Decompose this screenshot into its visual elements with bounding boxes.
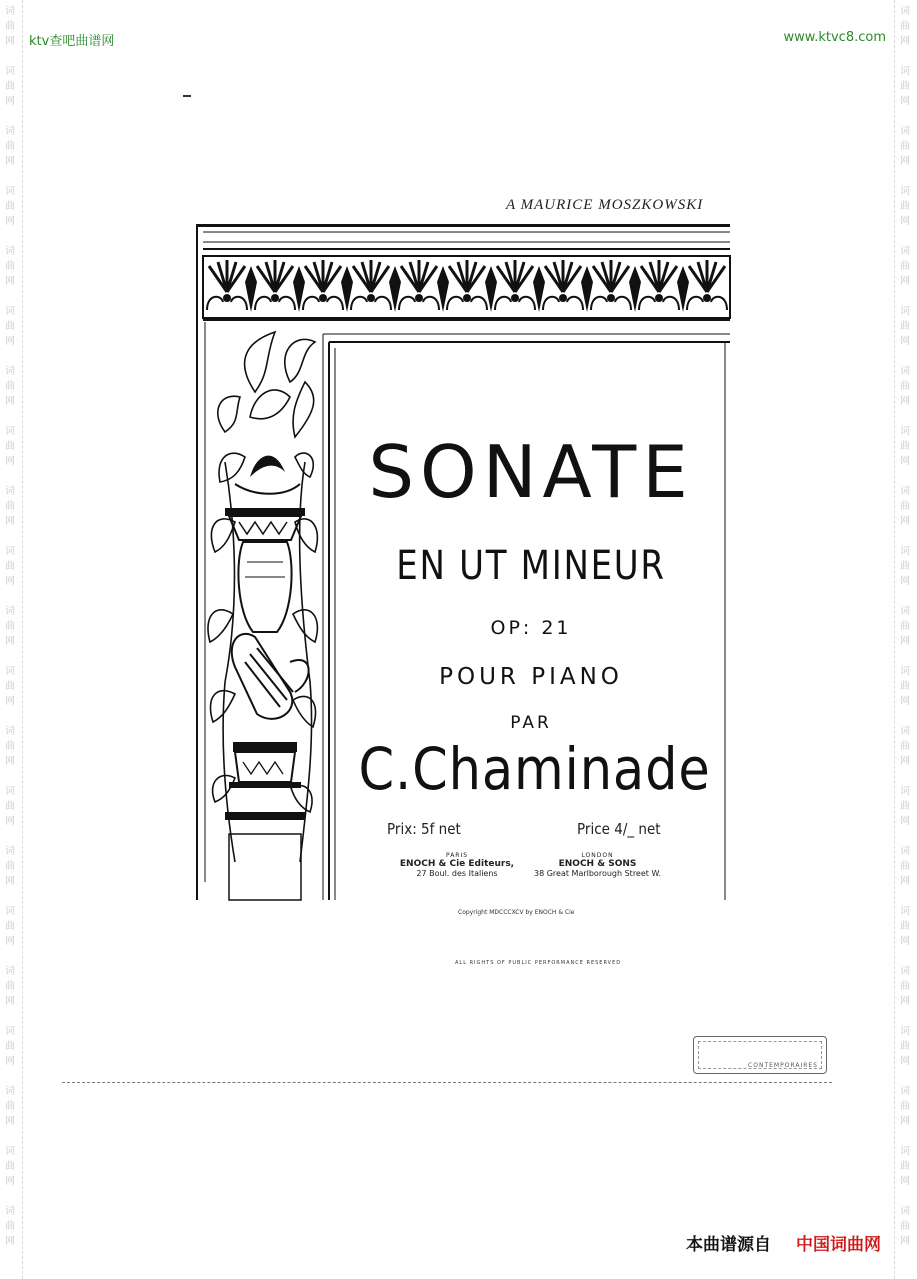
watermark-char: 曲: [900, 21, 910, 32]
publisher-city: PARIS: [445, 852, 469, 859]
vase-shape: [238, 542, 291, 632]
watermark-char: 网: [900, 816, 910, 827]
watermark-char: 曲: [5, 801, 15, 812]
watermark-char: 词: [5, 366, 15, 377]
watermark-char: 网: [900, 336, 910, 347]
watermark-char: 词: [900, 966, 910, 977]
watermark-char: 网: [5, 1056, 15, 1067]
watermark-char: 词: [900, 726, 910, 737]
watermark-char: 词: [5, 126, 15, 137]
watermark-char: 曲: [900, 201, 910, 212]
watermark-char: 词: [5, 1086, 15, 1097]
watermark-char: 曲: [900, 501, 910, 512]
watermark-char: 词: [5, 966, 15, 977]
publisher-address: 27 Boul. des Italiens: [416, 869, 498, 878]
watermark-char: 网: [900, 456, 910, 467]
watermark-char: 曲: [900, 261, 910, 272]
watermark-char: 词: [5, 666, 15, 677]
watermark-char: 网: [900, 96, 910, 107]
watermark-char: 词: [900, 186, 910, 197]
watermark-char: 网: [5, 936, 15, 947]
watermark-char: 曲: [5, 741, 15, 752]
watermark-char: 词: [900, 1206, 910, 1217]
watermark-char: 网: [900, 1176, 910, 1187]
watermark-char: 网: [900, 516, 910, 527]
watermark-char: 网: [5, 696, 15, 707]
watermark-char: 曲: [900, 81, 910, 92]
watermark-char: 曲: [5, 21, 15, 32]
left-watermark-strip: [0, 0, 23, 1279]
pedestal: [235, 752, 295, 782]
watermark-char: 网: [5, 216, 15, 227]
watermark-char: 网: [5, 996, 15, 1007]
watermark-char: 词: [5, 846, 15, 857]
watermark-char: 网: [900, 156, 910, 167]
work-key: EN UT MINEUR: [396, 543, 666, 589]
watermark-char: 曲: [900, 801, 910, 812]
watermark-char: 曲: [900, 741, 910, 752]
work-title: SONATE: [368, 430, 694, 514]
watermark-char: 曲: [900, 981, 910, 992]
price-francs: Prix: 5f net: [387, 820, 461, 838]
watermark-char: 词: [900, 786, 910, 797]
watermark-char: 词: [5, 6, 15, 17]
watermark-char: 网: [900, 876, 910, 887]
watermark-char: 曲: [900, 1221, 910, 1232]
watermark-char: 曲: [5, 861, 15, 872]
library-stamp: [693, 1036, 827, 1074]
watermark-char: 网: [5, 96, 15, 107]
watermark-char: 网: [5, 456, 15, 467]
watermark-char: 网: [900, 636, 910, 647]
watermark-char: 网: [900, 696, 910, 707]
watermark-char: 词: [5, 306, 15, 317]
watermark-char: 词: [900, 366, 910, 377]
watermark-char: 词: [5, 66, 15, 77]
watermark-char: 词: [900, 6, 910, 17]
watermark-char: 曲: [900, 1161, 910, 1172]
watermark-char: 曲: [900, 561, 910, 572]
watermark-char: 词: [900, 486, 910, 497]
watermark-char: 曲: [900, 681, 910, 692]
watermark-char: 词: [900, 246, 910, 257]
watermark-char: 曲: [5, 381, 15, 392]
lyre-ornament: [232, 634, 309, 719]
watermark-char: 网: [900, 396, 910, 407]
watermark-char: 词: [900, 666, 910, 677]
watermark-char: 词: [900, 306, 910, 317]
watermark-char: 曲: [5, 1221, 15, 1232]
by-label: PAR: [510, 713, 552, 733]
watermark-char: 曲: [5, 141, 15, 152]
watermark-char: 网: [900, 996, 910, 1007]
watermark-char: 网: [5, 276, 15, 287]
watermark-char: 词: [900, 66, 910, 77]
flame-shape: [250, 456, 285, 477]
header-site-name[interactable]: ktv查吧曲谱网: [29, 34, 115, 49]
publisher-paris: [392, 852, 522, 878]
watermark-char: 曲: [5, 1041, 15, 1052]
watermark-char: 词: [5, 786, 15, 797]
watermark-char: 词: [900, 126, 910, 137]
watermark-char: 网: [5, 636, 15, 647]
watermark-char: 曲: [5, 81, 15, 92]
watermark-char: 网: [5, 396, 15, 407]
watermark-char: 词: [900, 1146, 910, 1157]
watermark-char: 词: [900, 606, 910, 617]
watermark-char: 曲: [900, 381, 910, 392]
watermark-char: 网: [5, 1116, 15, 1127]
watermark-char: 曲: [5, 981, 15, 992]
ink-mark: [183, 95, 191, 97]
watermark-char: 曲: [900, 621, 910, 632]
watermark-char: 词: [900, 906, 910, 917]
dedication: A MAURICE MOSZKOWSKI: [506, 197, 704, 213]
watermark-char: 网: [5, 576, 15, 587]
watermark-char: 词: [5, 906, 15, 917]
watermark-char: 词: [5, 486, 15, 497]
watermark-char: 网: [5, 756, 15, 767]
watermark-char: 曲: [900, 441, 910, 452]
copyright-line: Copyright MDCCCXCV by ENOCH & Cie: [458, 909, 575, 916]
instrument: POUR PIANO: [439, 664, 623, 690]
watermark-char: 网: [900, 1236, 910, 1247]
watermark-char: 词: [5, 606, 15, 617]
watermark-char: 曲: [5, 1161, 15, 1172]
watermark-char: 网: [5, 1236, 15, 1247]
watermark-char: 词: [5, 426, 15, 437]
watermark-char: 曲: [900, 1101, 910, 1112]
watermark-char: 网: [5, 336, 15, 347]
column-capital: [225, 508, 305, 516]
watermark-char: 网: [900, 36, 910, 47]
watermark-char: 曲: [5, 441, 15, 452]
publisher-name: ENOCH & Cie Editeurs,: [399, 859, 515, 869]
watermark-char: 词: [5, 546, 15, 557]
right-watermark-strip: [894, 0, 917, 1279]
watermark-char: 词: [5, 246, 15, 257]
watermark-char: 网: [900, 1116, 910, 1127]
watermark-char: 曲: [5, 681, 15, 692]
header-site-url[interactable]: www.ktvc8.com: [783, 30, 886, 45]
watermark-char: 词: [900, 426, 910, 437]
watermark-char: 网: [5, 816, 15, 827]
watermark-char: 曲: [900, 141, 910, 152]
watermark-char: 网: [900, 756, 910, 767]
watermark-char: 词: [5, 1206, 15, 1217]
stamp-text: CONTEMPORAIRES: [748, 1062, 818, 1069]
watermark-char: 网: [5, 1176, 15, 1187]
composer-name: C.Chaminade: [358, 735, 711, 803]
watermark-char: 曲: [5, 201, 15, 212]
watermark-char: 词: [900, 1026, 910, 1037]
publisher-name: ENOCH & SONS: [558, 859, 637, 869]
watermark-char: 网: [5, 156, 15, 167]
watermark-char: 词: [5, 1146, 15, 1157]
watermark-char: 网: [900, 576, 910, 587]
opus-number: OP: 21: [490, 617, 572, 639]
rights-notice: ALL RIGHTS OF PUBLIC PERFORMANCE RESERVED: [455, 960, 622, 966]
watermark-char: 词: [900, 1086, 910, 1097]
publisher-london: [530, 852, 665, 878]
watermark-char: 网: [900, 216, 910, 227]
watermark-char: 词: [900, 546, 910, 557]
watermark-char: 网: [5, 516, 15, 527]
footer-site-link[interactable]: 中国词曲网: [796, 1235, 881, 1255]
watermark-char: 曲: [5, 561, 15, 572]
watermark-char: 网: [5, 876, 15, 887]
watermark-char: 网: [5, 36, 15, 47]
publisher-address: 38 Great Marlborough Street W.: [534, 869, 661, 878]
watermark-char: 词: [5, 1026, 15, 1037]
footer-source-label: 本曲谱源自: [686, 1235, 771, 1255]
watermark-char: 曲: [5, 261, 15, 272]
watermark-char: 曲: [5, 501, 15, 512]
scan-edge-line: [62, 1079, 832, 1083]
watermark-char: 曲: [5, 921, 15, 932]
watermark-char: 曲: [900, 321, 910, 332]
watermark-char: 词: [900, 846, 910, 857]
watermark-char: 网: [900, 936, 910, 947]
watermark-char: 网: [900, 1056, 910, 1067]
watermark-char: 曲: [900, 861, 910, 872]
watermark-char: 曲: [5, 1101, 15, 1112]
publisher-city: LONDON: [581, 852, 614, 859]
watermark-char: 词: [5, 186, 15, 197]
watermark-char: 曲: [900, 1041, 910, 1052]
watermark-char: 曲: [900, 921, 910, 932]
price-shillings: Price 4/_ net: [577, 820, 661, 838]
watermark-char: 词: [5, 726, 15, 737]
watermark-char: 曲: [5, 321, 15, 332]
watermark-char: 曲: [5, 621, 15, 632]
watermark-char: 网: [900, 276, 910, 287]
